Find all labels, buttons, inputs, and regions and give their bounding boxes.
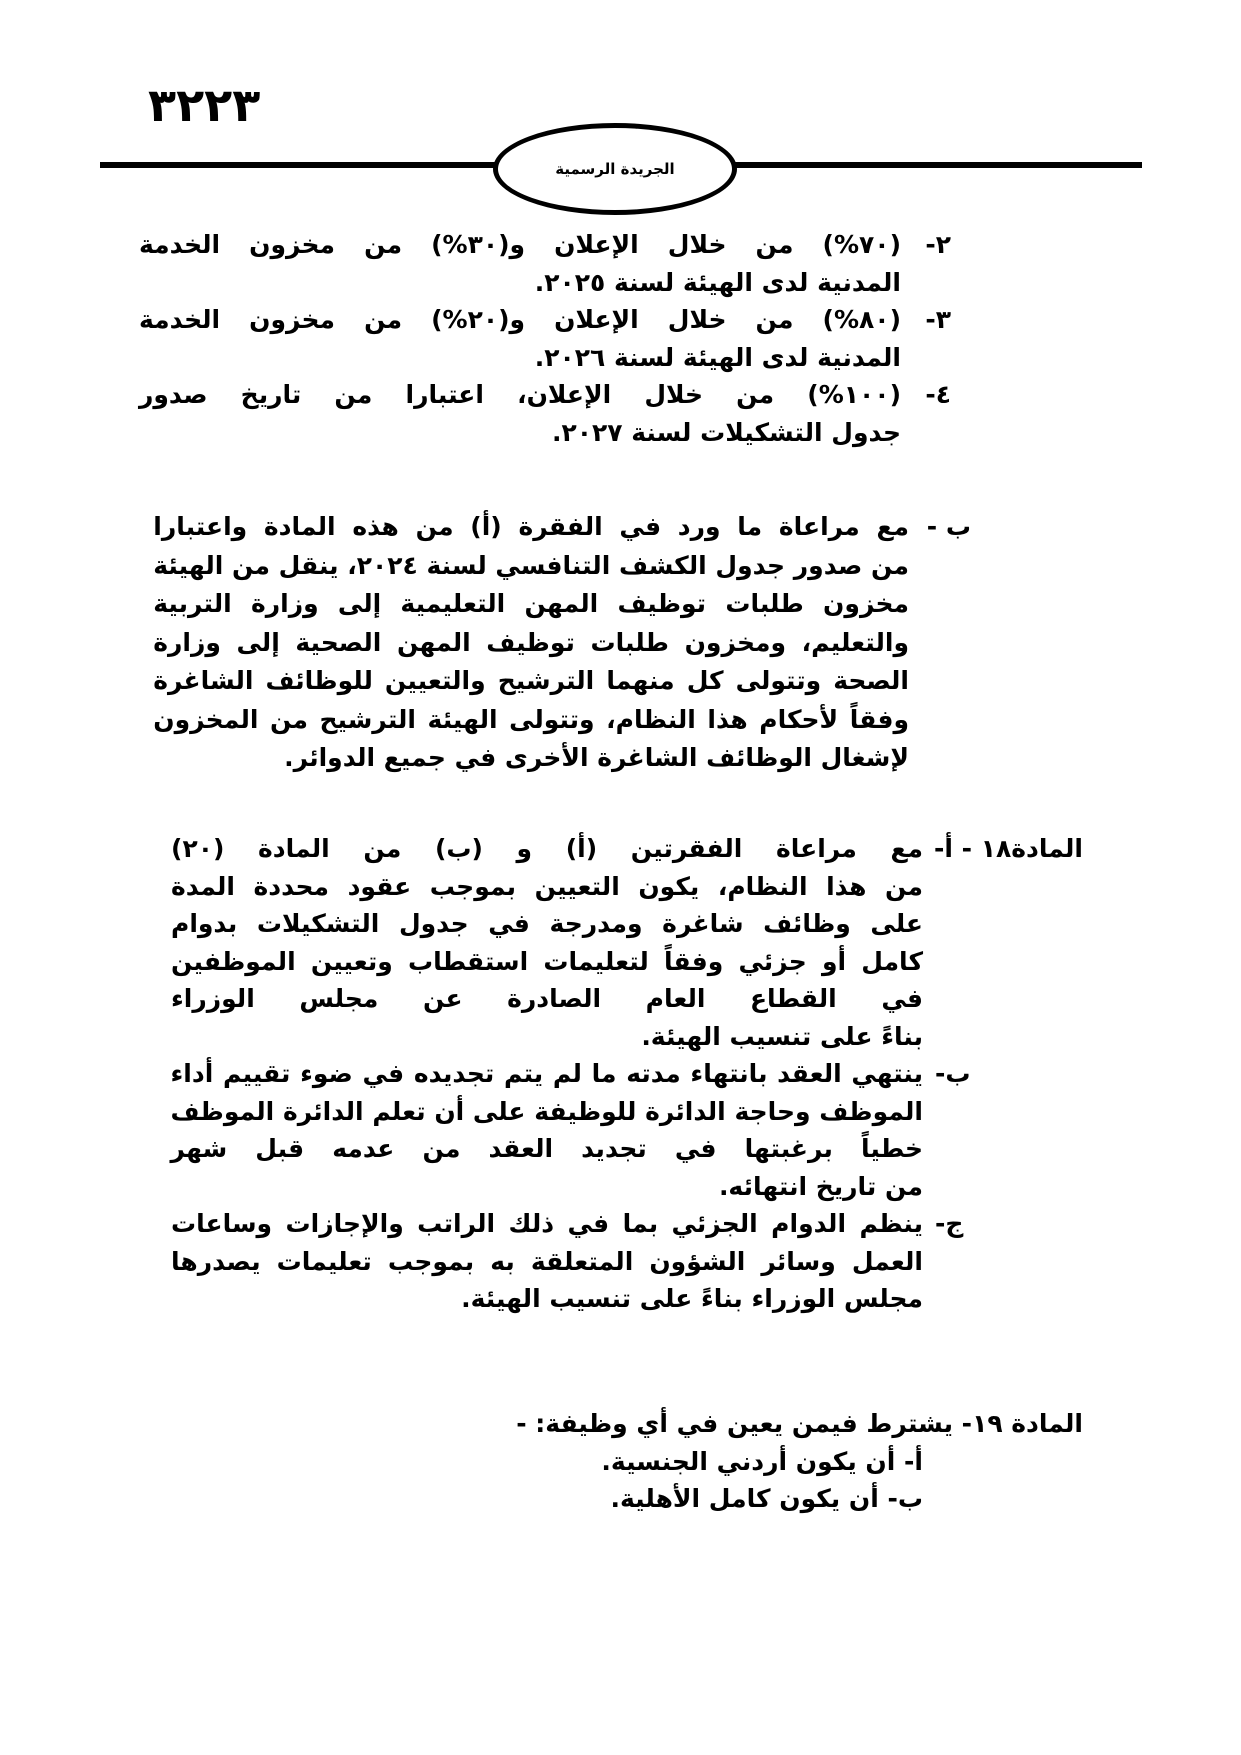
article-line: من هذا النظام، يكون التعيين بموجب عقود محددة المدة [171,871,923,901]
paragraph-line: وفقاً لأحكام هذا النظام، وتتولى الهيئة الترشيح من المخزون [153,704,909,734]
article-18 [171,830,1083,1318]
list-item [139,226,951,301]
paragraph-label: ب - [926,512,971,541]
item-line: المدنية لدى الهيئة لسنة ٢٠٢٦. [534,342,901,372]
item-number: ٤- [925,380,951,409]
article-line: مع مراعاة الفقرتين (أ) و (ب) من المادة (٢٠) [171,834,923,863]
article-line: كامل أو جزئي وفقاً لتعليمات استقطاب وتعيين الموظفين [171,946,923,976]
item-label: أ- [904,1446,923,1476]
item-number: ٣- [925,305,951,334]
list-item [139,376,951,451]
article-line: ينتهي العقد بانتهاء مدته ما لم يتم تجديده في ضوء تقييم أداء [170,1059,923,1088]
header-emblem [493,123,737,215]
paragraph-b [153,508,971,778]
item-line: المدنية لدى الهيئة لسنة ٢٠٢٥. [534,267,901,297]
article-line: الموظف وحاجة الدائرة للوظيفة على أن تعلم الدائرة الموظف [170,1096,923,1126]
article-line: من تاريخ انتهائه. [718,1171,923,1201]
item-text: أن يكون أردني الجنسية. [601,1446,896,1476]
article-18-a-body [171,868,1083,1056]
item-line: (٨٠%) من خلال الإعلان و(٢٠%) من مخزون الخدمة [139,305,901,334]
page-number: ٣٢٢٣ [148,78,261,132]
article-19-items [171,1443,1083,1518]
article-line: العمل وسائر الشؤون المتعلقة به بموجب تعليمات يصدرها [171,1246,923,1276]
item-line: (٧٠%) من خلال الإعلان و(٣٠%) من مخزون الخدمة [139,230,901,259]
article-line: ينظم الدوام الجزئي بما في ذلك الراتب والإجازات وساعات [171,1209,923,1238]
item-label: ب- [887,1484,923,1513]
paragraph-line: لإشغال الوظائف الشاغرة الأخرى في جميع الدوائر. [284,743,909,772]
header-title: الجريدة الرسمية [555,160,675,178]
paragraph-item [153,508,971,778]
item-text: أن يكون كامل الأهلية. [610,1484,879,1513]
paragraph-line: والتعليم، ومخزون طلبات توظيف المهن الصحية إلى وزارة [153,627,909,657]
article-18-b-label: ب- [935,1059,971,1088]
list-item [139,301,951,376]
article-18-b [171,1055,1083,1205]
item-line: جدول التشكيلات لسنة ٢٠٢٧. [552,417,901,447]
list-item [171,1443,923,1481]
paragraph-line: مع مراعاة ما ورد في الفقرة (أ) من هذه المادة واعتبارا [153,512,909,541]
item-line: (١٠٠%) من خلال الإعلان، اعتبارا من تاريخ صدور [139,380,901,409]
article-18-c-label: ج- [935,1209,964,1238]
article-18-c [171,1205,1083,1318]
paragraph-line: مخزون طلبات توظيف المهن التعليمية إلى وزارة التربية [153,589,909,618]
article-18-heading: المادة١٨ - أ- [934,834,1083,863]
paragraph-line: الصحة وتتولى كل منهما الترشيح والتعيين للوظائف الشاغرة [153,666,909,695]
paragraph-line: من صدور جدول الكشف التنافسي لسنة ٢٠٢٤، ينقل من الهيئة [153,550,909,580]
article-line: مجلس الوزراء بناءً على تنسيب الهيئة. [461,1284,923,1313]
list-item [171,1480,923,1518]
article-line: على وظائف شاغرة ومدرجة في جدول التشكيلات بدوام [171,909,923,938]
article-line: خطياً برغبتها في تجديد العقد من عدمه قبل شهر [170,1134,923,1163]
article-line: في القطاع العام الصادرة عن مجلس الوزراء [171,984,923,1013]
article-line: بناءً على تنسيب الهيئة. [641,1021,923,1051]
numbered-items [139,226,951,451]
article-19 [171,1405,1083,1518]
item-number: ٢- [925,230,951,259]
article-18-first-row [171,830,1083,868]
article-19-heading: المادة ١٩- يشترط فيمن يعين في أي وظيفة: - [516,1409,1083,1438]
